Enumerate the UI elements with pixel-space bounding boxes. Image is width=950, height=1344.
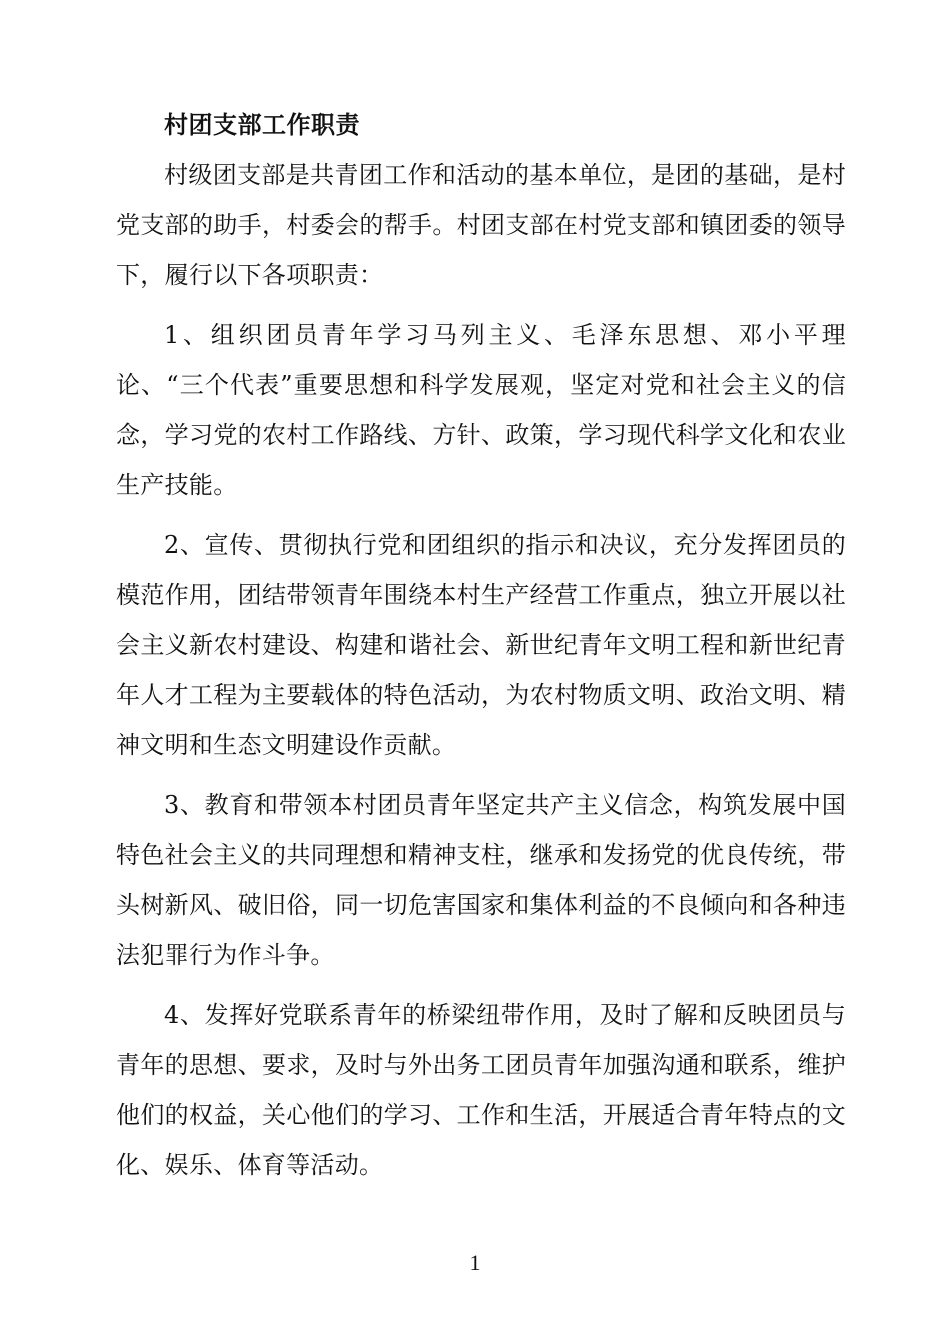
paragraph-item-4: 4、发挥好党联系青年的桥梁纽带作用，及时了解和反映团员与青年的思想、要求，及时与外出务工团员青年加强沟通和联系，维护他们的权益，关心他们的学习、工作和生活，开展适合青年特点的文化、娱乐、体育等活动。 xyxy=(116,1001,846,1179)
page-number: 1 xyxy=(469,1250,481,1275)
paragraph-item-2: 2、宣传、贯彻执行党和团组织的指示和决议，充分发挥团员的模范作用，团结带领青年围绕本村生产经营工作重点，独立开展以社会主义新农村建设、构建和谐社会、新世纪青年文明工程和新世纪青年人才工程为主要载体的特色活动，为农村物质文明、政治文明、精神文明和生态文明建设作贡献。 xyxy=(116,531,846,759)
paragraph-item-3: 3、教育和带领本村团员青年坚定共产主义信念，构筑发展中国特色社会主义的共同理想和精神支柱，继承和发扬党的优良传统，带头树新风、破旧俗，同一切危害国家和集体利益的不良倾向和各种违法犯罪行为作斗争。 xyxy=(116,791,846,969)
document-body xyxy=(116,100,846,1200)
document-title: 村团支部工作职责 xyxy=(164,110,360,139)
paragraph-item-1: 1、组织团员青年学习马列主义、毛泽东思想、邓小平理论、“三个代表”重要思想和科学发展观，坚定对党和社会主义的信念，学习党的农村工作路线、方针、政策，学习现代科学文化和农业生产技能。 xyxy=(116,321,846,499)
paragraph-intro: 村级团支部是共青团工作和活动的基本单位，是团的基础，是村党支部的助手，村委会的帮手。村团支部在村党支部和镇团委的领导下，履行以下各项职责： xyxy=(116,161,846,289)
